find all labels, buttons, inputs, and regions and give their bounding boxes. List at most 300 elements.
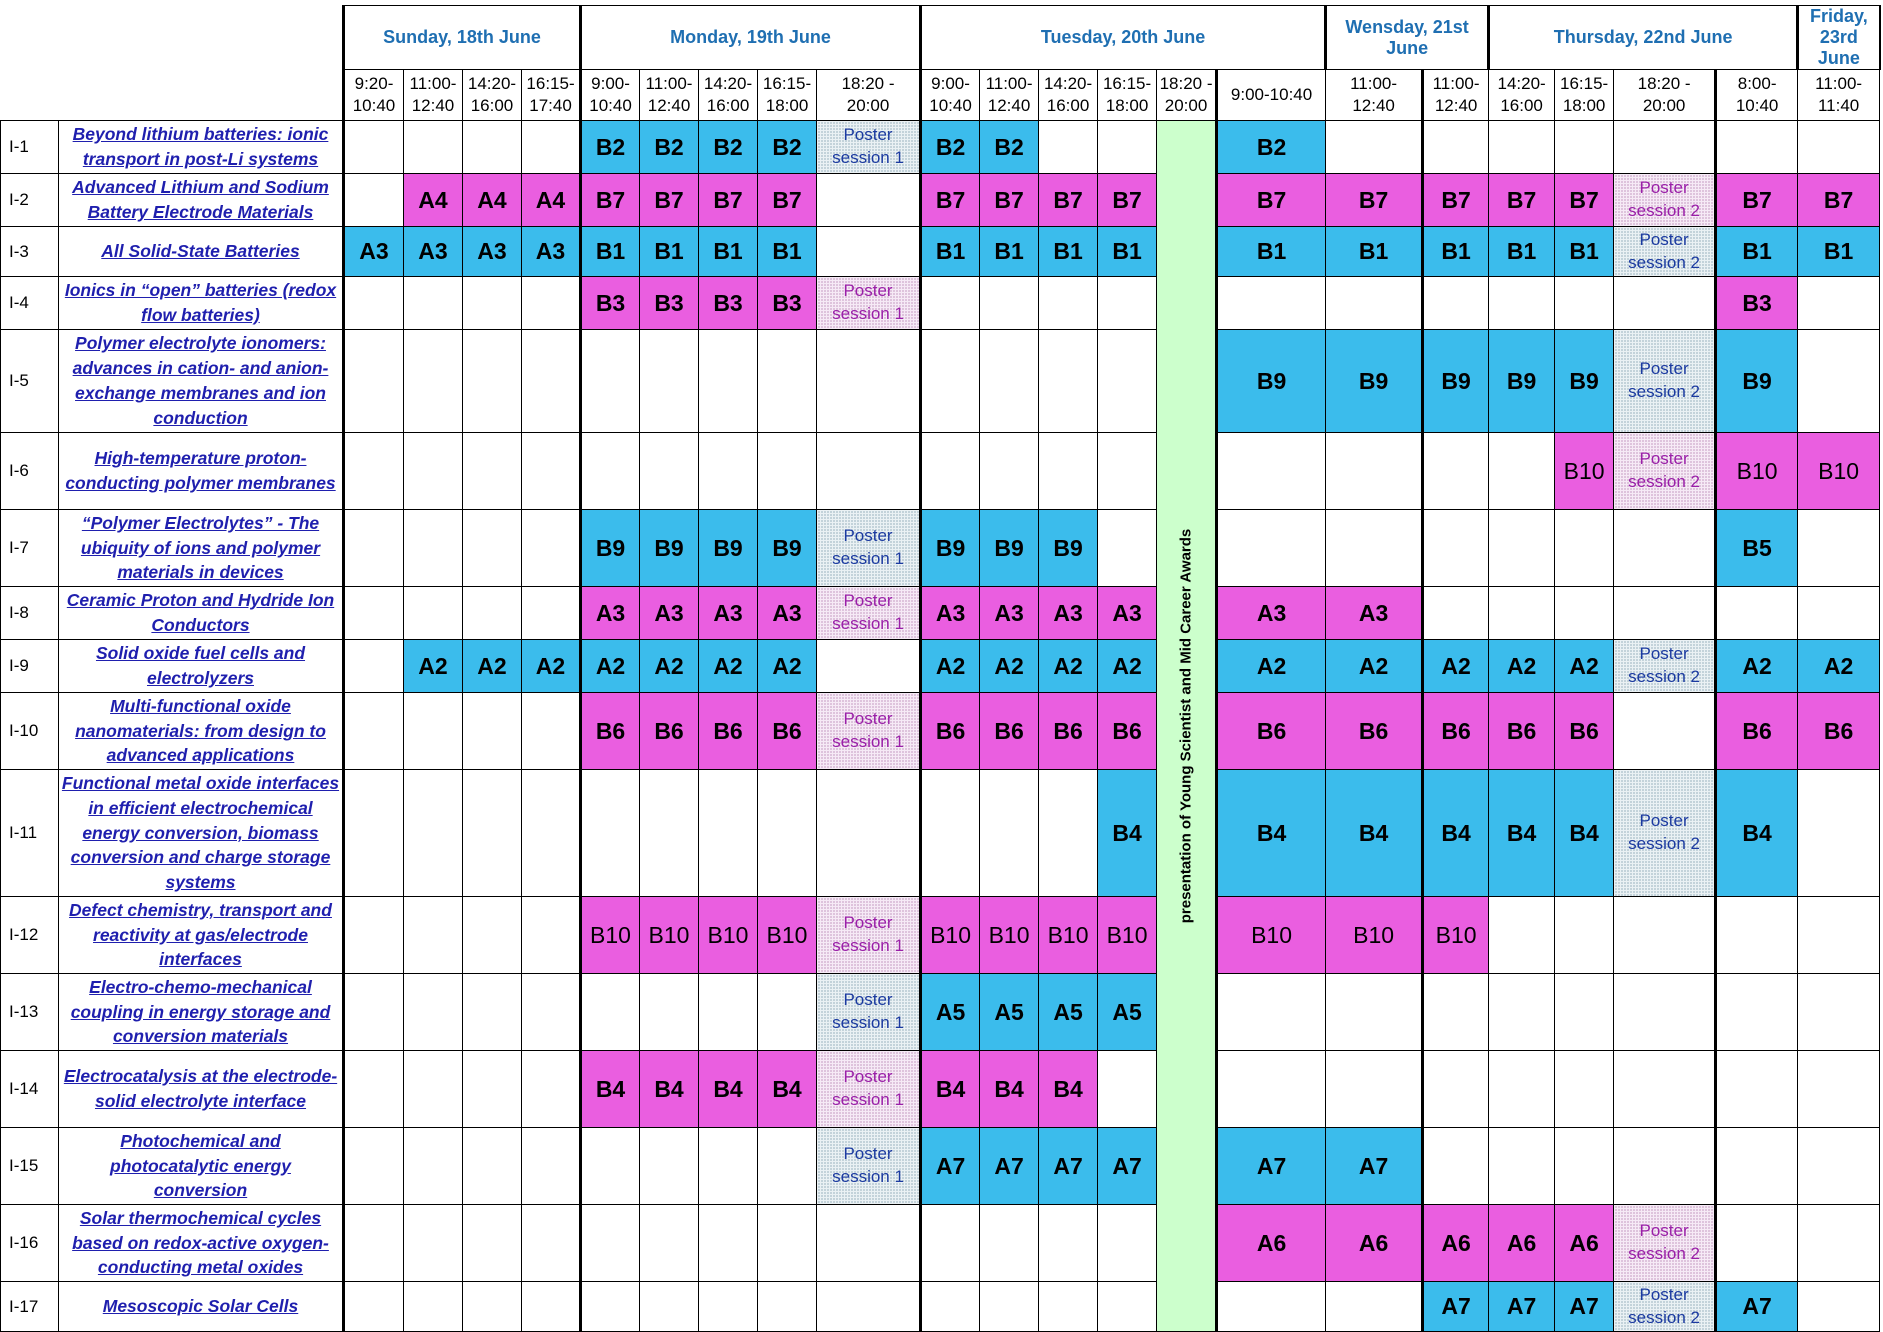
session-code-cell: B6	[758, 693, 817, 770]
empty-cell	[980, 1205, 1039, 1282]
empty-cell	[344, 330, 404, 433]
empty-cell	[463, 770, 522, 897]
empty-cell	[921, 770, 980, 897]
track-row	[1, 587, 1880, 640]
session-code-cell: A3	[463, 227, 522, 277]
day-header: Sunday, 18th June	[344, 6, 581, 70]
empty-cell	[404, 1051, 463, 1128]
empty-cell	[1039, 770, 1098, 897]
poster-session-cell: Poster session 1	[817, 587, 921, 640]
poster-session-cell: Poster session 1	[817, 121, 921, 174]
empty-cell	[581, 1128, 640, 1205]
track-title-link[interactable]: Mesoscopic Solar Cells	[59, 1282, 344, 1332]
track-id: I-11	[1, 770, 59, 897]
empty-cell	[522, 587, 581, 640]
session-code-cell: A2	[758, 640, 817, 693]
empty-cell	[1217, 433, 1326, 510]
track-title-link[interactable]: “Polymer Electrolytes” - The ubiquity of ions and polymer materials in devices	[59, 510, 344, 587]
empty-cell	[980, 330, 1039, 433]
empty-cell	[1716, 897, 1798, 974]
track-title-link[interactable]: All Solid-State Batteries	[59, 227, 344, 277]
session-code-cell: A3	[921, 587, 980, 640]
track-id: I-5	[1, 330, 59, 433]
poster-session-cell: Poster session 2	[1614, 433, 1716, 510]
empty-cell	[1716, 1128, 1798, 1205]
track-row	[1, 121, 1880, 174]
empty-cell	[1798, 974, 1880, 1051]
empty-cell	[522, 1282, 581, 1332]
empty-cell	[1326, 277, 1423, 330]
session-code-cell: B4	[1217, 770, 1326, 897]
track-title-link[interactable]: Advanced Lithium and Sodium Battery Electrode Materials	[59, 174, 344, 227]
empty-cell	[463, 587, 522, 640]
track-id: I-10	[1, 693, 59, 770]
empty-cell	[1798, 1205, 1880, 1282]
time-slot-header: 11:00- 12:40	[404, 70, 463, 121]
track-id: I-4	[1, 277, 59, 330]
session-code-cell: B7	[1489, 174, 1555, 227]
session-code-cell: A3	[522, 227, 581, 277]
session-code-cell: B10	[1798, 433, 1880, 510]
session-code-cell: A2	[1716, 640, 1798, 693]
empty-cell	[758, 770, 817, 897]
empty-cell	[463, 433, 522, 510]
empty-cell	[522, 121, 581, 174]
track-row	[1, 1205, 1880, 1282]
empty-cell	[344, 1128, 404, 1205]
empty-cell	[758, 1282, 817, 1332]
time-slot-header: 16:15- 17:40	[522, 70, 581, 121]
empty-cell	[1098, 121, 1157, 174]
session-code-cell: B7	[699, 174, 758, 227]
session-code-cell: B10	[1423, 897, 1489, 974]
empty-cell	[404, 693, 463, 770]
time-slot-header: 14:20- 16:00	[699, 70, 758, 121]
conference-schedule-table	[0, 5, 1881, 1332]
session-code-cell: A7	[1555, 1282, 1614, 1332]
empty-cell	[1614, 1128, 1716, 1205]
empty-cell	[1098, 1282, 1157, 1332]
session-code-cell: B4	[1423, 770, 1489, 897]
session-code-cell: B6	[640, 693, 699, 770]
empty-cell	[1423, 587, 1489, 640]
empty-cell	[1489, 974, 1555, 1051]
session-code-cell: B6	[1423, 693, 1489, 770]
time-slot-header: 11:00- 11:40	[1798, 70, 1880, 121]
empty-cell	[1614, 121, 1716, 174]
track-title-link[interactable]: Polymer electrolyte ionomers: advances in cation- and anion-exchange membranes and ion conduction	[59, 330, 344, 433]
empty-cell	[344, 693, 404, 770]
empty-cell	[980, 770, 1039, 897]
poster-session-cell: Poster session 1	[817, 1051, 921, 1128]
empty-cell	[522, 277, 581, 330]
session-code-cell: B2	[921, 121, 980, 174]
empty-cell	[344, 587, 404, 640]
session-code-cell: B7	[1326, 174, 1423, 227]
empty-cell	[1798, 1051, 1880, 1128]
session-code-cell: B1	[1326, 227, 1423, 277]
session-code-cell: A2	[522, 640, 581, 693]
session-code-cell: B7	[1423, 174, 1489, 227]
empty-cell	[1798, 897, 1880, 974]
track-title-link[interactable]: Electro-chemo-mechanical coupling in energy storage and conversion materials	[59, 974, 344, 1051]
poster-session-cell: Poster session 2	[1614, 174, 1716, 227]
empty-cell	[1489, 1051, 1555, 1128]
track-row	[1, 227, 1880, 277]
track-title-link[interactable]: Defect chemistry, transport and reactivity at gas/electrode interfaces	[59, 897, 344, 974]
empty-cell	[1555, 1128, 1614, 1205]
session-code-cell: A7	[1039, 1128, 1098, 1205]
empty-cell	[1555, 121, 1614, 174]
track-title-link[interactable]: Solar thermochemical cycles based on redox-active oxygen-conducting metal oxides	[59, 1205, 344, 1282]
empty-cell	[581, 770, 640, 897]
session-code-cell: B6	[921, 693, 980, 770]
empty-cell	[699, 1205, 758, 1282]
session-code-cell: B9	[1716, 330, 1798, 433]
track-id: I-15	[1, 1128, 59, 1205]
empty-cell	[1716, 587, 1798, 640]
track-id: I-12	[1, 897, 59, 974]
track-id: I-6	[1, 433, 59, 510]
time-slot-header: 18:20 - 20:00	[817, 70, 921, 121]
empty-cell	[522, 433, 581, 510]
empty-cell	[980, 277, 1039, 330]
empty-cell	[640, 1128, 699, 1205]
session-code-cell: B2	[758, 121, 817, 174]
empty-cell	[817, 1282, 921, 1332]
session-code-cell: B7	[1217, 174, 1326, 227]
session-code-cell: B9	[921, 510, 980, 587]
session-code-cell: B10	[980, 897, 1039, 974]
empty-cell	[404, 1205, 463, 1282]
session-code-cell: A3	[1098, 587, 1157, 640]
empty-cell	[640, 330, 699, 433]
session-code-cell: A3	[344, 227, 404, 277]
empty-cell	[1098, 1051, 1157, 1128]
session-code-cell: A3	[640, 587, 699, 640]
empty-cell	[522, 897, 581, 974]
session-code-cell: B10	[1098, 897, 1157, 974]
empty-cell	[758, 330, 817, 433]
session-code-cell: B10	[1555, 433, 1614, 510]
session-code-cell: A7	[1217, 1128, 1326, 1205]
session-code-cell: A7	[921, 1128, 980, 1205]
time-slot-header: 9:00- 10:40	[921, 70, 980, 121]
session-code-cell: B7	[581, 174, 640, 227]
track-row	[1, 640, 1880, 693]
poster-session-cell: Poster session 1	[817, 510, 921, 587]
session-code-cell: A7	[1326, 1128, 1423, 1205]
empty-cell	[1326, 1282, 1423, 1332]
empty-cell	[463, 510, 522, 587]
empty-cell	[344, 121, 404, 174]
empty-cell	[1217, 277, 1326, 330]
time-slot-header: 18:20 - 20:00	[1614, 70, 1716, 121]
session-code-cell: A6	[1326, 1205, 1423, 1282]
session-code-cell: B4	[1098, 770, 1157, 897]
empty-cell	[522, 974, 581, 1051]
poster-session-cell: Poster session 1	[817, 974, 921, 1051]
empty-cell	[817, 1205, 921, 1282]
empty-cell	[699, 1128, 758, 1205]
empty-cell	[1716, 121, 1798, 174]
track-row	[1, 174, 1880, 227]
track-row	[1, 277, 1880, 330]
session-code-cell: A4	[522, 174, 581, 227]
empty-cell	[1423, 1128, 1489, 1205]
session-code-cell: B7	[1716, 174, 1798, 227]
session-code-cell: A2	[921, 640, 980, 693]
award-presentation-column	[1157, 121, 1217, 1332]
session-code-cell: B4	[1039, 1051, 1098, 1128]
empty-cell	[1098, 510, 1157, 587]
session-code-cell: B1	[921, 227, 980, 277]
empty-cell	[1489, 1128, 1555, 1205]
track-id: I-17	[1, 1282, 59, 1332]
track-title-link[interactable]: Ceramic Proton and Hydride Ion Conductors	[59, 587, 344, 640]
session-code-cell: B3	[758, 277, 817, 330]
session-code-cell: B2	[640, 121, 699, 174]
empty-cell	[404, 770, 463, 897]
empty-cell	[1326, 974, 1423, 1051]
empty-cell	[581, 433, 640, 510]
poster-session-cell: Poster session 1	[817, 1128, 921, 1205]
session-code-cell: B6	[699, 693, 758, 770]
session-code-cell: B9	[1217, 330, 1326, 433]
session-code-cell: A3	[1217, 587, 1326, 640]
session-code-cell: A6	[1423, 1205, 1489, 1282]
empty-cell	[1423, 510, 1489, 587]
session-code-cell: B1	[1423, 227, 1489, 277]
day-header-row	[1, 6, 1880, 70]
track-id: I-8	[1, 587, 59, 640]
track-title-link[interactable]: Photochemical and photocatalytic energy conversion	[59, 1128, 344, 1205]
session-code-cell: A2	[463, 640, 522, 693]
session-code-cell: B4	[699, 1051, 758, 1128]
empty-cell	[404, 897, 463, 974]
day-header: Thursday, 22nd June	[1489, 6, 1798, 70]
session-code-cell: B7	[921, 174, 980, 227]
session-code-cell: B6	[1798, 693, 1880, 770]
session-code-cell: A2	[1039, 640, 1098, 693]
empty-cell	[1798, 510, 1880, 587]
session-code-cell: B3	[699, 277, 758, 330]
track-title-link[interactable]: Multi-functional oxide nanomaterials: from design to advanced applications	[59, 693, 344, 770]
session-code-cell: B1	[1798, 227, 1880, 277]
session-code-cell: B3	[640, 277, 699, 330]
session-code-cell: A7	[1489, 1282, 1555, 1332]
track-row	[1, 330, 1880, 433]
empty-cell	[463, 121, 522, 174]
session-code-cell: B6	[1489, 693, 1555, 770]
empty-cell	[581, 974, 640, 1051]
empty-cell	[581, 1282, 640, 1332]
session-code-cell: B9	[640, 510, 699, 587]
session-code-cell: A2	[640, 640, 699, 693]
poster-session-cell: Poster session 1	[817, 277, 921, 330]
session-code-cell: A5	[1098, 974, 1157, 1051]
empty-cell	[404, 1282, 463, 1332]
session-code-cell: A2	[1555, 640, 1614, 693]
empty-cell	[1798, 1282, 1880, 1332]
session-code-cell: B6	[1716, 693, 1798, 770]
session-code-cell: A7	[1716, 1282, 1798, 1332]
empty-cell	[1716, 974, 1798, 1051]
session-code-cell: A3	[699, 587, 758, 640]
empty-cell	[1326, 510, 1423, 587]
empty-cell	[1555, 510, 1614, 587]
empty-cell	[1614, 693, 1716, 770]
empty-cell	[344, 640, 404, 693]
time-slot-header: 14:20- 16:00	[1039, 70, 1098, 121]
time-slot-header: 11:00- 12:40	[640, 70, 699, 121]
empty-cell	[1326, 121, 1423, 174]
time-slot-header: 11:00- 12:40	[980, 70, 1039, 121]
empty-cell	[1098, 433, 1157, 510]
empty-cell	[404, 587, 463, 640]
session-code-cell: A5	[921, 974, 980, 1051]
empty-cell	[1555, 277, 1614, 330]
session-code-cell: B6	[980, 693, 1039, 770]
track-title-link[interactable]: Solid oxide fuel cells and electrolyzers	[59, 640, 344, 693]
empty-cell	[404, 974, 463, 1051]
empty-cell	[1489, 277, 1555, 330]
empty-cell	[463, 897, 522, 974]
empty-cell	[463, 1051, 522, 1128]
empty-cell	[817, 770, 921, 897]
session-code-cell: B2	[699, 121, 758, 174]
track-id: I-3	[1, 227, 59, 277]
empty-cell	[1326, 433, 1423, 510]
empty-cell	[344, 974, 404, 1051]
empty-cell	[1217, 974, 1326, 1051]
empty-cell	[404, 510, 463, 587]
empty-cell	[344, 174, 404, 227]
empty-cell	[1614, 974, 1716, 1051]
track-row	[1, 433, 1880, 510]
session-code-cell: B1	[1217, 227, 1326, 277]
session-code-cell: B9	[1555, 330, 1614, 433]
empty-cell	[344, 770, 404, 897]
empty-cell	[1798, 1128, 1880, 1205]
empty-cell	[699, 433, 758, 510]
empty-cell	[1423, 277, 1489, 330]
time-slot-header: 9:20- 10:40	[344, 70, 404, 121]
empty-cell	[1798, 330, 1880, 433]
empty-cell	[640, 433, 699, 510]
session-code-cell: B1	[699, 227, 758, 277]
track-row	[1, 1128, 1880, 1205]
session-code-cell: B7	[1039, 174, 1098, 227]
track-row	[1, 1282, 1880, 1332]
track-title-link[interactable]: Beyond lithium batteries: ionic transport in post-Li systems	[59, 121, 344, 174]
empty-cell	[980, 433, 1039, 510]
session-code-cell: B10	[699, 897, 758, 974]
empty-cell	[817, 433, 921, 510]
session-code-cell: A7	[1098, 1128, 1157, 1205]
empty-cell	[817, 174, 921, 227]
time-slot-header: 9:00-10:40	[1217, 70, 1326, 121]
session-code-cell: B4	[921, 1051, 980, 1128]
empty-cell	[581, 330, 640, 433]
empty-cell	[1555, 587, 1614, 640]
track-title-link[interactable]: Functional metal oxide interfaces in efficient electrochemical energy conversion, biomass conversion and charge storage systems	[59, 770, 344, 897]
empty-cell	[344, 433, 404, 510]
empty-cell	[344, 510, 404, 587]
track-title-link[interactable]: Electrocatalysis at the electrode-solid electrolyte interface	[59, 1051, 344, 1128]
empty-cell	[1798, 770, 1880, 897]
poster-session-cell: Poster session 2	[1614, 227, 1716, 277]
track-id: I-13	[1, 974, 59, 1051]
empty-cell	[463, 277, 522, 330]
session-code-cell: B1	[758, 227, 817, 277]
session-code-cell: A2	[1326, 640, 1423, 693]
session-code-cell: B7	[980, 174, 1039, 227]
track-title-link[interactable]: Ionics in “open” batteries (redox flow batteries)	[59, 277, 344, 330]
session-code-cell: B7	[640, 174, 699, 227]
empty-cell	[1798, 277, 1880, 330]
empty-cell	[758, 1205, 817, 1282]
empty-cell	[404, 433, 463, 510]
empty-cell	[522, 1051, 581, 1128]
empty-cell	[1614, 587, 1716, 640]
empty-cell	[1217, 1282, 1326, 1332]
track-id: I-14	[1, 1051, 59, 1128]
empty-cell	[1489, 433, 1555, 510]
empty-cell	[344, 897, 404, 974]
session-code-cell: B10	[921, 897, 980, 974]
track-id: I-2	[1, 174, 59, 227]
track-title-link[interactable]: High-temperature proton-conducting polymer membranes	[59, 433, 344, 510]
empty-cell	[921, 1205, 980, 1282]
time-slot-header: 16:15- 18:00	[758, 70, 817, 121]
session-code-cell: A2	[699, 640, 758, 693]
session-code-cell: B7	[1555, 174, 1614, 227]
day-header: Wensday, 21st June	[1326, 6, 1489, 70]
empty-cell	[1716, 1051, 1798, 1128]
track-row	[1, 974, 1880, 1051]
empty-cell	[1555, 974, 1614, 1051]
session-code-cell: B5	[1716, 510, 1798, 587]
empty-cell	[921, 330, 980, 433]
session-code-cell: B7	[1098, 174, 1157, 227]
session-code-cell: A3	[1039, 587, 1098, 640]
session-code-cell: B3	[581, 277, 640, 330]
session-code-cell: B10	[581, 897, 640, 974]
empty-cell	[1798, 121, 1880, 174]
empty-cell	[1423, 433, 1489, 510]
empty-cell	[921, 277, 980, 330]
empty-cell	[522, 693, 581, 770]
session-code-cell: B6	[1098, 693, 1157, 770]
poster-session-cell: Poster session 1	[817, 897, 921, 974]
empty-cell	[1489, 897, 1555, 974]
time-slot-header: 11:00- 12:40	[1326, 70, 1423, 121]
session-code-cell: A3	[404, 227, 463, 277]
session-code-cell: A7	[1423, 1282, 1489, 1332]
track-id: I-7	[1, 510, 59, 587]
empty-cell	[463, 1282, 522, 1332]
session-code-cell: B9	[758, 510, 817, 587]
session-code-cell: B3	[1716, 277, 1798, 330]
poster-session-cell: Poster session 2	[1614, 770, 1716, 897]
empty-cell	[921, 1282, 980, 1332]
empty-cell	[1489, 121, 1555, 174]
track-id: I-1	[1, 121, 59, 174]
empty-cell	[1217, 1051, 1326, 1128]
time-slot-header: 8:00- 10:40	[1716, 70, 1798, 121]
time-slot-header: 14:20- 16:00	[463, 70, 522, 121]
